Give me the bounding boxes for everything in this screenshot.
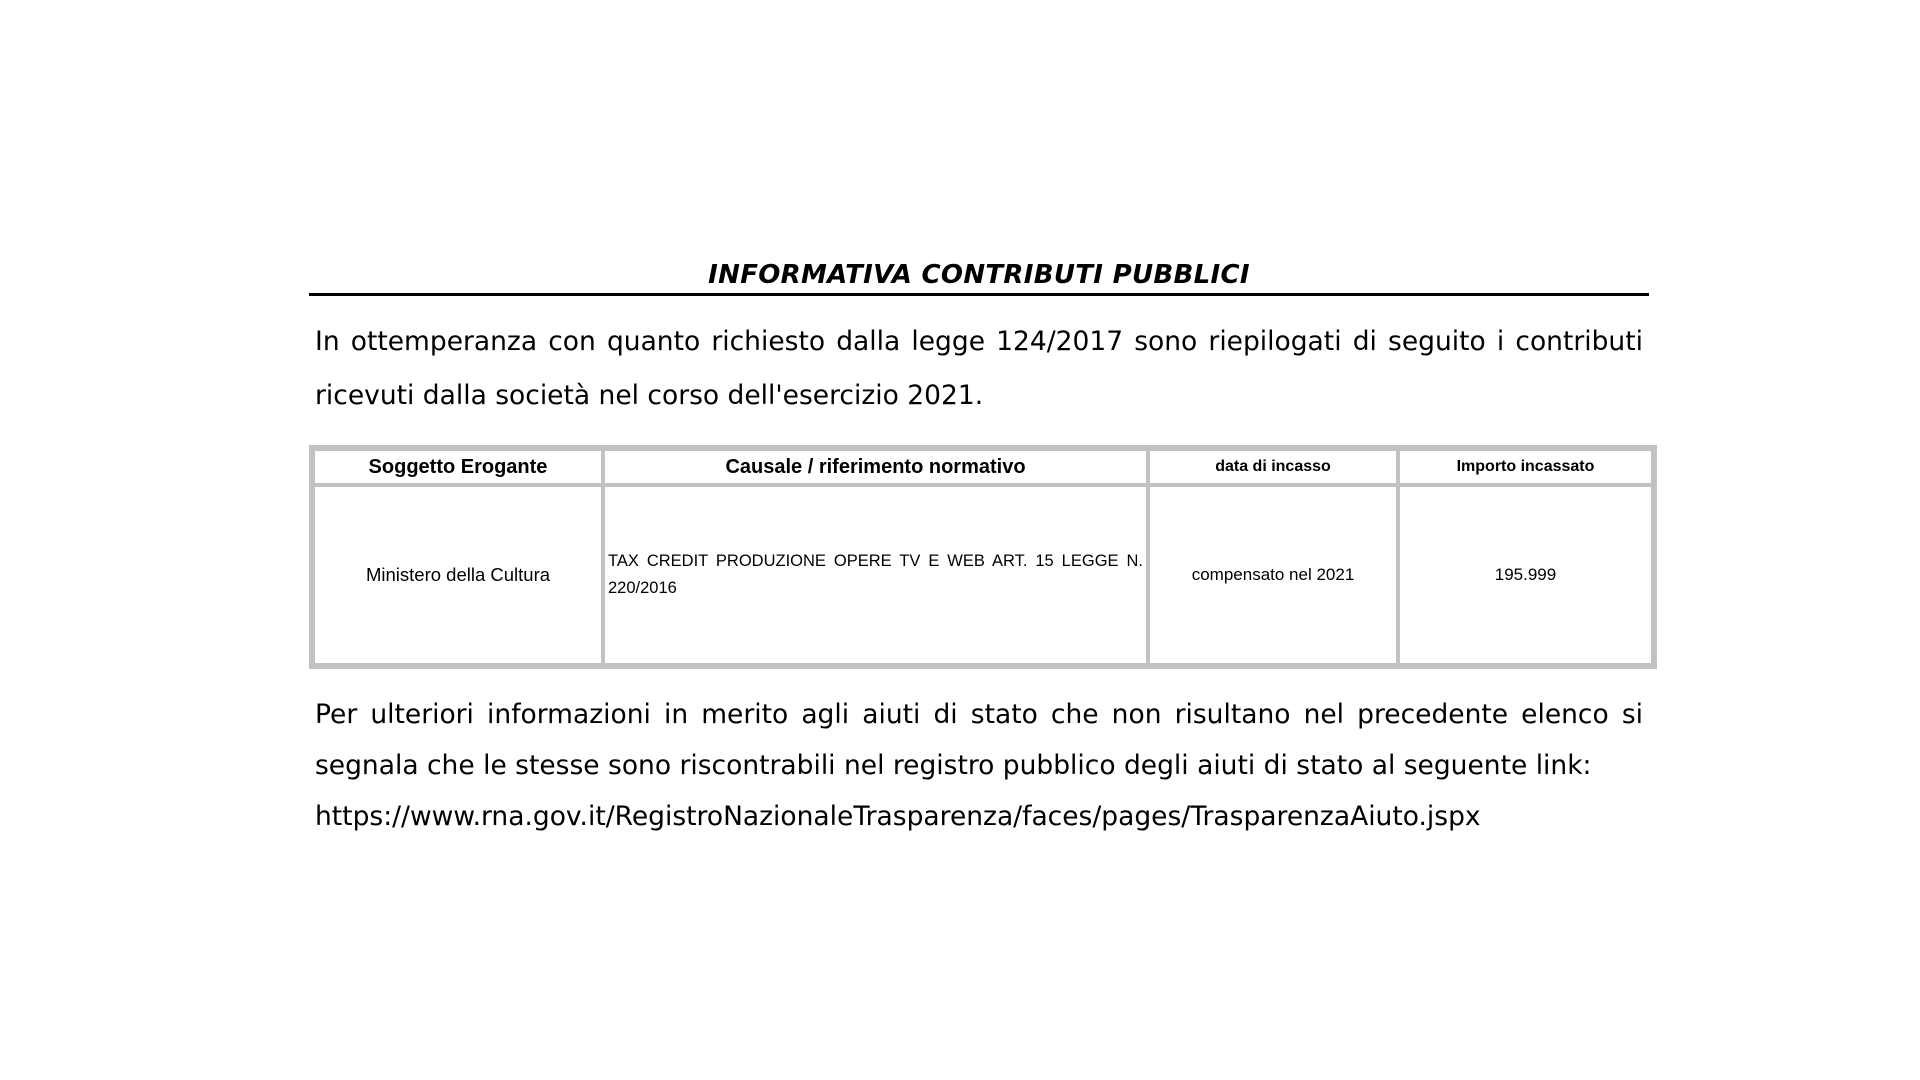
- cell-soggetto-erogante: Ministero della Cultura: [313, 485, 603, 665]
- header-soggetto-erogante: Soggetto Erogante: [313, 449, 603, 485]
- header-importo-incassato: Importo incassato: [1398, 449, 1653, 485]
- intro-paragraph: In ottemperanza con quanto richiesto dalla legge 124/2017 sono riepilogati di seguito i contributi ricevuti dalla società nel corso dell'esercizio 2021.: [315, 326, 1643, 411]
- table-header-row: [313, 449, 1653, 485]
- footer-paragraph: [309, 689, 1649, 842]
- table-row: [313, 485, 1653, 665]
- document-title: INFORMATIVA CONTRIBUTI PUBBLICI: [309, 258, 1649, 296]
- cell-causale: [603, 485, 1148, 665]
- footer-text: Per ulteriori informazioni in merito agli aiuti di stato che non risultano nel precedente elenco si segnala che le stesse sono riscontrabili nel registro pubblico degli aiuti di stato al seguente link:: [315, 699, 1643, 781]
- header-causale: Causale / riferimento normativo: [603, 449, 1148, 485]
- cell-data-incasso: compensato nel 2021: [1148, 485, 1398, 665]
- contributions-table: [309, 445, 1657, 669]
- document-page: [309, 258, 1649, 842]
- header-data-incasso: data di incasso: [1148, 449, 1398, 485]
- cell-importo-incassato: 195.999: [1398, 485, 1653, 665]
- causale-text: TAX CREDIT PRODUZIONE OPERE TV E WEB ART. 15 LEGGE N. 220/2016: [608, 552, 1143, 597]
- rna-link[interactable]: https://www.rna.gov.it/RegistroNazionaleTrasparenza/faces/pages/TrasparenzaAiuto.jspx: [315, 801, 1481, 832]
